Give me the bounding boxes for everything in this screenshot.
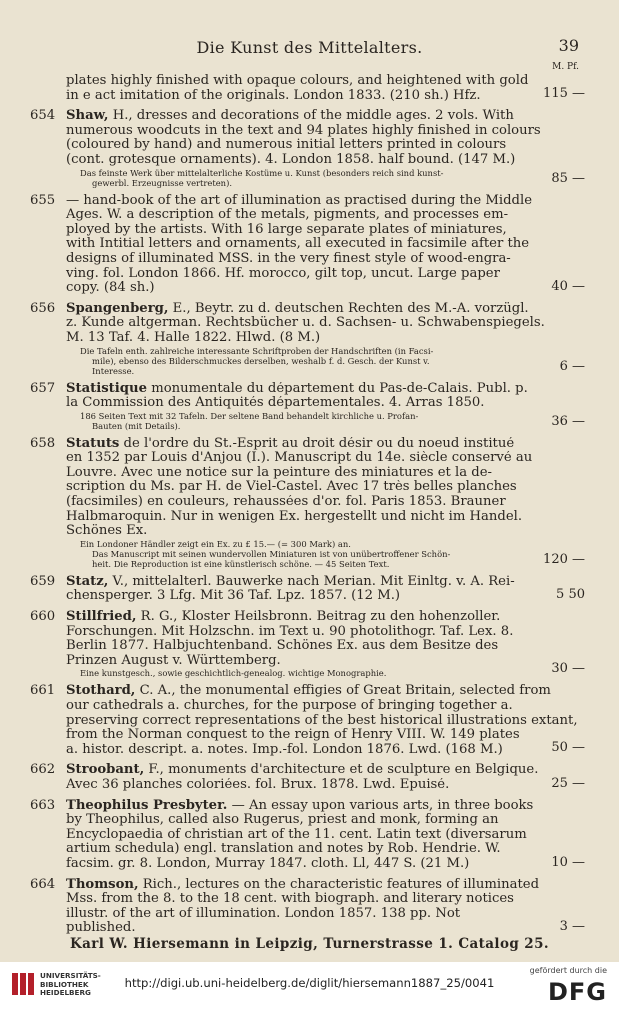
catalog-entry — [30, 575, 585, 604]
entry-line: Halbmaroquin. Nur in wenigen Ex. hergestellt und nicht im Handel. — [66, 509, 523, 524]
entry-line: from the Norman conquest to the reign of Henry VIII. W. 149 plates — [66, 728, 520, 743]
entry-first-line-text: E., Beytr. zu d. deutschen Rechten des M.-A. vorzügl. — [168, 301, 529, 316]
entry-line: Mss. from the 8. to the 18 cent. with biograph. and literary notices — [66, 892, 514, 907]
uni-line-2: BIBLIOTHEK — [40, 979, 89, 989]
entry-first-line — [30, 610, 585, 625]
uni-line-3: HEIDELBERG — [40, 988, 91, 997]
entry-first-line — [30, 194, 585, 209]
entry-price: 6 — — [559, 358, 585, 374]
entry-note: Das Manuscript mit seinen wundervollen Miniaturen ist von unübertroffener Schön- — [92, 548, 451, 559]
entry-line: illustr. of the art of illumination. London 1857. 138 pp. Not — [66, 906, 461, 921]
catalog-entry — [30, 610, 585, 678]
entry-number: 664 — [30, 877, 56, 892]
entry-line: Forschungen. Mit Holzschn. im Text u. 90 photolithogr. Taf. Lex. 8. — [66, 624, 514, 639]
entry-line: Prinzen August v. Württemberg. — [66, 653, 281, 668]
entry-line: copy. (84 sh.) — [66, 281, 155, 296]
entry-heading: Statuts — [66, 436, 120, 451]
entry-price: 120 — — [543, 551, 585, 567]
entry-first-line-text: H., dresses and decorations of the middle ages. 2 vols. With — [108, 109, 514, 124]
entry-line: Schönes Ex. — [66, 524, 148, 539]
entry-price: 30 — — [551, 661, 585, 677]
entry-line: with Intitial letters and ornaments, all executed in facsimile after the — [66, 237, 530, 252]
entry-line: preserving correct representations of the best historical illustrations extant, — [66, 713, 578, 728]
entry-price: 5 50 — [556, 587, 585, 603]
running-title: Die Kunst des Mittelalters. — [196, 38, 423, 57]
catalog-entry — [30, 878, 585, 936]
entry-first-line — [30, 684, 585, 699]
entry-note: Eine kunstgesch., sowie geschichtlich-genealog. wichtige Monographie. — [80, 668, 387, 679]
entry-line: scription du Ms. par H. de Viel-Castel. Avec 17 très belles planches — [66, 480, 517, 495]
catalog-entry — [30, 799, 585, 872]
entry-heading: Thomson, — [66, 877, 139, 892]
entry-first-line-text: — hand-book of the art of illumination as practised during the Middle — [66, 193, 533, 208]
entry-first-line-text: monumentale du département du Pas-de-Calais. Publ. p. — [147, 381, 528, 396]
entry-number: 656 — [30, 301, 56, 316]
entry-note: Ein Londoner Händler zeigt ein Ex. zu £ 15.— (= 300 Mark) an. — [80, 538, 351, 549]
entry-heading: Stroobant, — [66, 763, 145, 778]
entry-heading: Spangenberg, — [66, 301, 169, 316]
entry-first-line — [30, 575, 585, 590]
entry-line: M. 13 Taf. 4. Halle 1822. Hlwd. (8 M.) — [66, 330, 321, 345]
entry-line: (cont. grotesque ornaments). 4. London 1858. half bound. (147 M.) — [66, 152, 516, 167]
catalog-entry — [30, 437, 585, 569]
entry-line: numerous woodcuts in the text and 94 plates highly finished in colours — [66, 123, 541, 138]
entry-first-line-text: F., monuments d'architecture et de sculpture en Belgique. — [144, 763, 539, 778]
entry-line: Louvre. Avec une notice sur la peinture des miniatures et la de- — [66, 465, 492, 480]
entry-line: Ages. W. a description of the metals, pigments, and processes em- — [66, 208, 509, 223]
entry-first-line — [30, 109, 585, 124]
entry-first-line — [30, 763, 585, 778]
entry-line: by Theophilus, called also Rugerus, priest and monk, forming an — [66, 813, 499, 828]
entry-first-line — [30, 878, 585, 893]
entry-number: 662 — [30, 763, 56, 778]
catalog-entry — [30, 74, 585, 103]
entry-price: 115 — — [543, 86, 585, 102]
entry-line: designs of illuminated MSS. in the very finest style of wood-engra- — [66, 251, 511, 266]
entry-price: 25 — — [551, 775, 585, 791]
catalog-entry — [30, 194, 585, 296]
entry-price: 10 — — [551, 854, 585, 870]
entry-line: (coloured by hand) and numerous initial letters printed in colours — [66, 138, 507, 153]
entry-line: Encyclopaedia of christian art of the 11. cent. Latin text (diversarum — [66, 827, 527, 842]
entry-heading: Stothard, — [66, 684, 136, 699]
page-number: 39 — [558, 36, 579, 55]
entry-first-line-text: C. A., the monumental effigies of Great Britain, selected from — [135, 684, 551, 699]
entry-first-line — [30, 437, 585, 452]
entry-line: plates highly finished with opaque colours, and heightened with gold — [66, 74, 529, 88]
entry-line: chensperger. 3 Lfg. Mit 36 Taf. Lpz. 1857. (12 M.) — [66, 589, 401, 604]
entry-number: 654 — [30, 109, 56, 124]
entry-line: ving. fol. London 1866. Hf. morocco, gilt top, uncut. Large paper — [66, 266, 500, 281]
entry-first-line — [30, 382, 585, 397]
entry-line: a. histor. descript. a. notes. Imp.-fol. London 1876. Lwd. (168 M.) — [66, 742, 503, 757]
entry-price: 36 — — [551, 413, 585, 429]
entry-note: mile), ebenso des Bilderschmuckes derselben, weshalb f. d. Gesch. der Kunst v. — [92, 355, 430, 366]
entry-line: Berlin 1877. Halbjuchtenband. Schönes Ex. aus dem Besitze des — [66, 639, 499, 654]
entry-heading: Theophilus Presbyter. — [66, 798, 228, 813]
entry-number: 661 — [30, 684, 56, 699]
entry-note: 186 Seiten Text mit 32 Tafeln. Der seltene Band behandelt kirchliche u. Profan- — [80, 410, 419, 421]
entry-line: our cathedrals a. churches, for the purpose of bringing together a. — [66, 699, 513, 713]
entry-line: artium schedula) engl. translation and notes by Rob. Hendrie. W. — [66, 842, 501, 857]
entry-number: 658 — [30, 436, 56, 451]
entry-heading: Statistique — [66, 381, 147, 396]
dfg-funding-label: gefördert durch die — [529, 966, 607, 975]
entry-line: facsim. gr. 8. London, Murray 1847. cloth. Ll, 447 S. (21 M.) — [66, 856, 470, 871]
entry-note: heit. Die Reproduction ist eine künstlerisch schöne. — 45 Seiten Text. — [92, 558, 390, 569]
catalog-entries — [30, 74, 585, 942]
entry-first-line-text: R. G., Kloster Heilsbronn. Beitrag zu den hohenzoller. — [136, 610, 501, 625]
entry-number: 663 — [30, 798, 56, 813]
entry-line: z. Kunde altgerman. Rechtsbücher u. d. Sachsen- u. Schwabenspiegels. — [66, 316, 545, 331]
catalog-entry — [30, 382, 585, 431]
price-unit-label: M. Pf. — [552, 62, 579, 72]
entry-first-line-text: V., mittelalterl. Bauwerke nach Merian. Mit Einltg. v. A. Rei- — [108, 574, 515, 589]
entry-heading: Statz, — [66, 574, 109, 589]
entry-line: Avec 36 planches coloriées. fol. Brux. 1878. Lwd. Epuisé. — [66, 777, 450, 792]
catalog-footer: Karl W. Hiersemann in Leipzig, Turnerstrasse 1. Catalog 25. — [69, 936, 549, 952]
entry-price: 50 — — [551, 740, 585, 756]
dfg-logo: DFG — [547, 978, 607, 1006]
entry-line: ployed by the artists. With 16 large separate plates of miniatures, — [66, 222, 507, 237]
catalog-entry — [30, 109, 585, 187]
catalog-entry — [30, 763, 585, 792]
entry-number: 655 — [30, 193, 56, 208]
uni-line-1: UNIVERSITÄTS- — [40, 971, 101, 980]
entry-note: Interesse. — [92, 365, 135, 376]
entry-first-line-text: — An essay upon various arts, in three books — [227, 798, 534, 813]
entry-line: (facsimiles) en couleurs, rehaussées d'or. fol. Paris 1853. Brauner — [66, 495, 506, 510]
entry-heading: Stillfried, — [66, 610, 137, 625]
entry-heading: Shaw, — [66, 109, 109, 124]
entry-price: 3 — — [559, 918, 585, 934]
entry-line: la Commission des Antiquités départementales. 4. Arras 1850. — [66, 396, 485, 411]
entry-line: en 1352 par Louis d'Anjou (I.). Manuscript du 14e. siècle conservé au — [66, 451, 533, 466]
permalink-url[interactable]: http://digi.ub.uni-heidelberg.de/diglit/hiersemann1887_25/0041 — [124, 976, 495, 990]
entry-first-line — [30, 302, 585, 317]
entry-note: Bauten (mit Details). — [92, 420, 181, 431]
entry-first-line-text: de l'ordre du St.-Esprit au droit désir ou du noeud institué — [119, 436, 515, 451]
entry-first-line — [30, 799, 585, 814]
entry-note: gewerbl. Erzeugnisse vertreten). — [92, 177, 232, 188]
entry-number: 657 — [30, 381, 56, 396]
entry-number: 660 — [30, 610, 56, 625]
entry-number: 659 — [30, 574, 56, 589]
entry-note: Das feinste Werk über mittelalterliche Kostüme u. Kunst (besonders reich sind kunst- — [80, 167, 444, 178]
entry-first-line-text: Rich., lectures on the characteristic features of illuminated — [138, 877, 540, 892]
entry-line: published. — [66, 921, 136, 936]
viewer-bottom-bar — [0, 962, 619, 1010]
entry-price: 85 — — [551, 170, 585, 186]
catalog-entry — [30, 684, 585, 757]
entry-price: 40 — — [551, 278, 585, 294]
catalog-entry — [30, 302, 585, 376]
entry-note: Die Tafeln enth. zahlreiche interessante Schriftproben der Handschriften (in Facsi- — [80, 345, 434, 356]
entry-line: in e act imitation of the originals. London 1833. (210 sh.) Hfz. — [66, 88, 481, 103]
